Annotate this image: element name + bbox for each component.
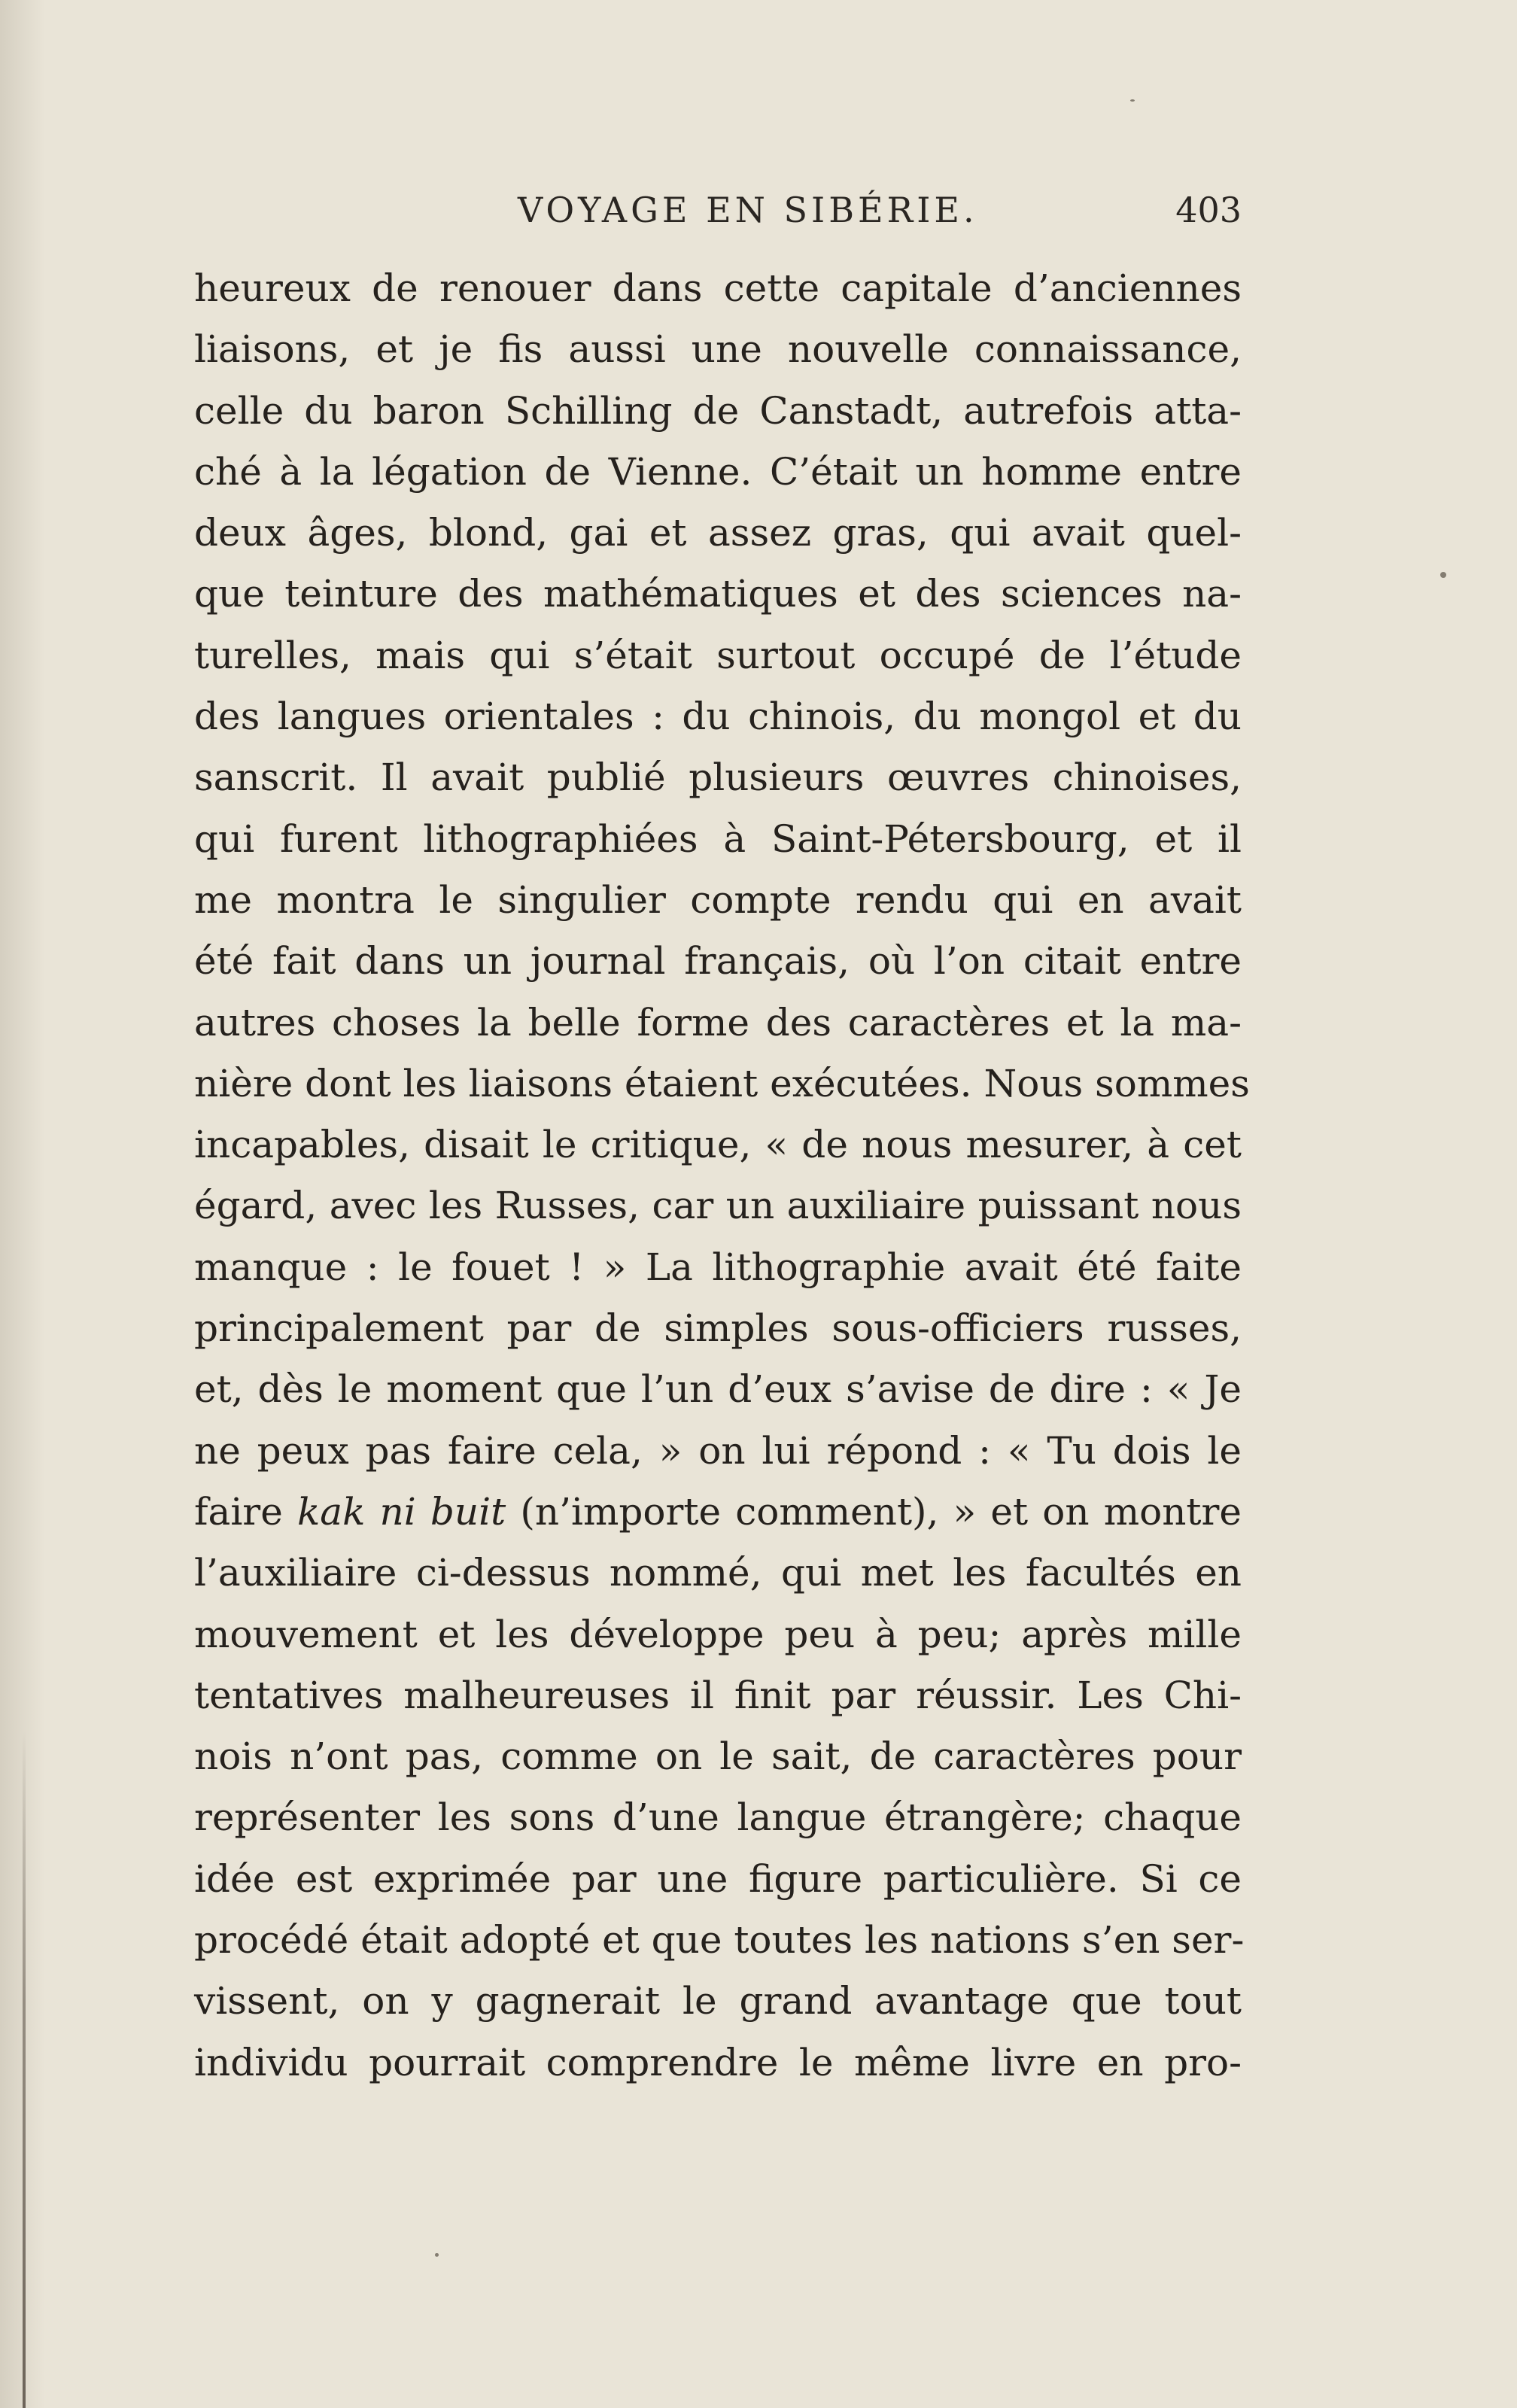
spine-edge — [23, 1731, 26, 2408]
text-segment: faire — [194, 1489, 297, 1534]
text-line: incapables, disait le critique, « de nous mesurer, à cet — [194, 1123, 1242, 1167]
text-line: ché à la légation de Vienne. C’était un homme entre — [194, 449, 1242, 494]
text-line: qui furent lithographiées à Saint-Pétersbourg, et il — [194, 816, 1242, 861]
text-line: heureux de renouer dans cette capitale d’anciennes — [194, 266, 1242, 310]
text-line-with-italic — [194, 1482, 1242, 1543]
text-line: deux âges, blond, gai et assez gras, qui avait quel- — [194, 511, 1242, 555]
text-line: manque : le fouet ! » La lithographie avait été faite — [194, 1245, 1242, 1289]
paper-speck — [1440, 572, 1446, 578]
text-line: été fait dans un journal français, où l’on citait entre — [194, 939, 1242, 984]
text-line: me montra le singulier compte rendu qui en avait — [194, 877, 1242, 922]
text-line: nière dont les liaisons étaient exécutées. Nous sommes — [194, 1061, 1250, 1105]
text-line: tentatives malheureuses il finit par réussir. Les Chi- — [194, 1673, 1242, 1717]
text-line: et, dès le moment que l’un d’eux s’avise de dire : « Je — [194, 1367, 1242, 1412]
text-line: individu pourrait comprendre le même livre en pro- — [194, 2040, 1242, 2084]
text-line: sanscrit. Il avait publié plusieurs œuvres chinoises, — [194, 756, 1242, 800]
text-line: l’auxiliaire ci-dessus nommé, qui met les facultés en — [194, 1551, 1242, 1595]
paper-speck — [435, 2253, 439, 2257]
text-line: des langues orientales : du chinois, du mongol et du — [194, 695, 1242, 739]
text-line: autres choses la belle forme des caractères et la ma- — [194, 1000, 1242, 1044]
text-line: ne peux pas faire cela, » on lui répond : « Tu dois le — [194, 1428, 1242, 1473]
text-line: idée est exprimée par une figure particulière. Si ce — [194, 1856, 1242, 1901]
text-line: celle du baron Schilling de Canstadt, autrefois atta- — [194, 388, 1242, 433]
italic-phrase: kak ni buit — [296, 1489, 506, 1534]
text-line: nois n’ont pas, comme on le sait, de caractères pour — [194, 1735, 1242, 1779]
text-line: turelles, mais qui s’était surtout occupé de l’étude — [194, 633, 1242, 677]
text-line: vissent, on y gagnerait le grand avantage que tout — [194, 1979, 1242, 2023]
paper-speck — [1130, 99, 1135, 102]
text-segment: (n’importe comment), » et on montre — [506, 1489, 1242, 1534]
text-line: représenter les sons d’une langue étrangère; chaque — [194, 1795, 1242, 1840]
running-title: VOYAGE EN SIBÉRIE. — [518, 190, 978, 230]
text-line: que teinture des mathématiques et des sciences na- — [194, 572, 1242, 616]
text-line: mouvement et les développe peu à peu; après mille — [194, 1612, 1242, 1656]
text-line: égard, avec les Russes, car un auxiliaire puissant nous — [194, 1184, 1242, 1228]
page-header — [194, 190, 1242, 242]
body-text — [194, 258, 1250, 2093]
page-number: 403 — [1175, 190, 1242, 230]
text-line: principalement par de simples sous-officiers russes, — [194, 1306, 1242, 1351]
text-line: liaisons, et je fis aussi une nouvelle connaissance, — [194, 327, 1242, 372]
text-line: procédé était adopté et que toutes les nations s’en ser- — [194, 1918, 1245, 1963]
